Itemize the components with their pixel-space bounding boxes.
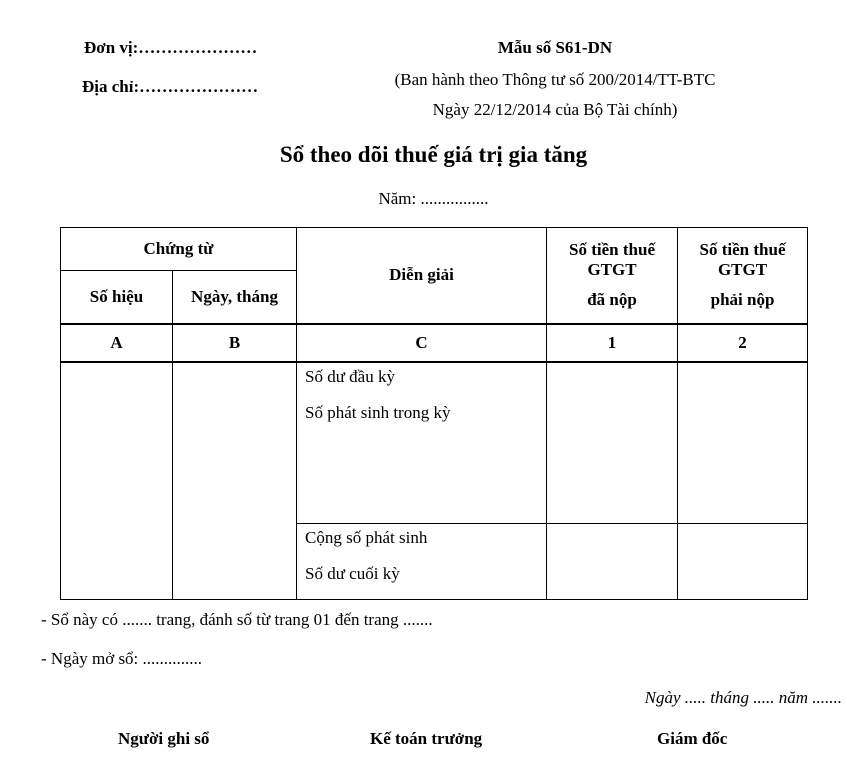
vat-paid-header-line3: đã nộp [587, 290, 637, 310]
vat-payable-cell [678, 524, 808, 600]
vat-payable-header-line1: Số tiền thuế [699, 240, 786, 260]
vat-paid-header [547, 228, 678, 324]
voucher-group-header: Chứng từ [61, 228, 297, 271]
code-cell-2: 2 [678, 324, 808, 362]
address-field: Địa chỉ:………………… [82, 77, 259, 96]
voucher-number-cell [61, 362, 173, 600]
vat-ledger-table [60, 227, 808, 600]
vat-payable-header-line2: GTGT [717, 260, 768, 280]
vat-payable-header-line3: phải nộp [710, 290, 775, 310]
description-cell [297, 524, 547, 600]
code-cell-c: C [297, 324, 547, 362]
vat-payable-header [678, 228, 808, 324]
description-header: Diễn giải [297, 228, 547, 324]
signature-date-line: Ngày ..... tháng ..... năm ....... [644, 688, 842, 707]
description-cell [297, 362, 547, 524]
code-row [61, 324, 808, 362]
form-code: Mẫu số S61-DN [497, 38, 613, 57]
code-cell-1: 1 [547, 324, 678, 362]
closing-balance-label: Số dư cuối kỳ [305, 564, 400, 583]
opening-balance-label: Số dư đầu kỳ [305, 366, 395, 386]
signer-recorder: Người ghi sổ [118, 729, 210, 748]
document-title: Sổ theo dõi thuế giá trị gia tăng [279, 142, 588, 167]
signer-director: Giám đốc [657, 729, 728, 748]
vat-paid-header-line2: GTGT [587, 260, 637, 280]
code-cell-b: B [173, 324, 297, 362]
voucher-number-header: Số hiệu [61, 271, 173, 324]
vat-paid-cell [547, 362, 678, 524]
year-line: Năm: ................ [378, 189, 489, 208]
open-date-note: - Ngày mở sổ: .............. [41, 649, 203, 668]
unit-field: Đơn vị:………………… [84, 38, 258, 57]
vat-payable-cell [678, 362, 808, 524]
signer-chief-accountant: Kế toán trưởng [370, 729, 483, 748]
issued-by-text: (Ban hành theo Thông tư số 200/2014/TT-BTC [394, 70, 716, 89]
issued-date-text: Ngày 22/12/2014 của Bộ Tài chính) [432, 100, 678, 119]
total-arising-label: Cộng số phát sinh [305, 528, 428, 547]
period-arising-label: Số phát sinh trong kỳ [305, 402, 451, 422]
code-cell-a: A [61, 324, 173, 362]
vat-paid-header-line1: Số tiền thuế [569, 240, 655, 260]
voucher-date-cell [173, 362, 297, 600]
header-row-1 [61, 228, 808, 271]
vat-paid-cell [547, 524, 678, 600]
table-row [61, 362, 808, 524]
voucher-date-header: Ngày, tháng [173, 271, 297, 324]
page-count-note: - Sổ này có ....... trang, đánh số từ trang 01 đến trang ....... [41, 610, 433, 629]
